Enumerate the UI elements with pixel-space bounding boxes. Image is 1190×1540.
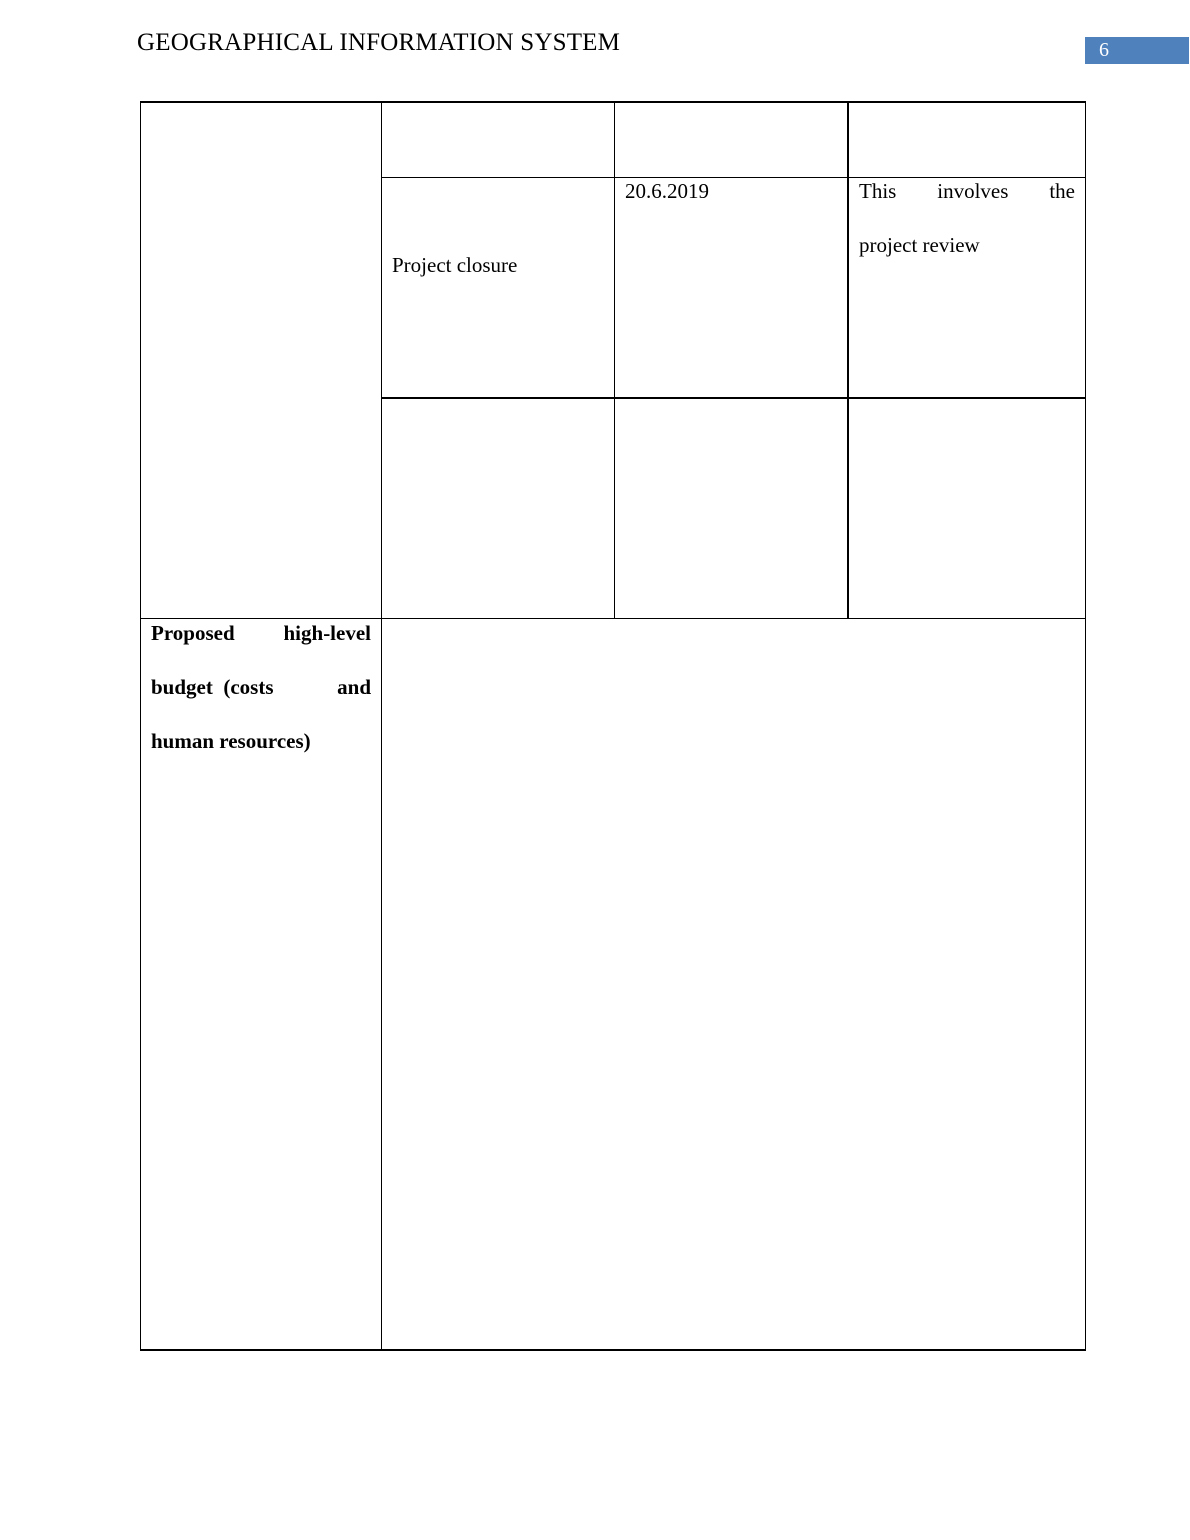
budget-label-line-1 (151, 620, 371, 647)
budget-label-line-2 (151, 674, 371, 701)
budget-label-word: and (337, 675, 371, 699)
page-number-badge (1085, 37, 1189, 64)
column-divider-3 (847, 101, 849, 619)
row-divider-2 (381, 397, 1086, 399)
date-cell: 20.6.2019 (625, 179, 709, 203)
budget-label-word: Proposed (151, 621, 235, 645)
table-border-right (1085, 101, 1086, 1351)
budget-label-line-3: human resources) (151, 729, 311, 753)
description-cell (859, 178, 1075, 259)
column-divider-2 (614, 101, 615, 619)
description-word: the (1049, 179, 1075, 203)
row-divider-budget (140, 618, 1086, 619)
budget-label-word: high-level (283, 621, 371, 645)
milestone-cell: Project closure (392, 253, 518, 277)
running-head-title: GEOGRAPHICAL INFORMATION SYSTEM (137, 29, 621, 56)
description-word: This (859, 179, 897, 203)
table-border-bottom (140, 1349, 1086, 1351)
description-word: involves (937, 179, 1009, 203)
budget-label-word: budget (costs (151, 675, 274, 699)
page-number: 6 (1099, 39, 1109, 61)
column-divider-1 (381, 101, 382, 1351)
budget-label-cell (151, 620, 371, 755)
table-border-left (140, 101, 141, 1351)
table-border-top (140, 101, 1086, 103)
description-line-1 (859, 178, 1075, 205)
description-line-2: project review (859, 233, 980, 257)
